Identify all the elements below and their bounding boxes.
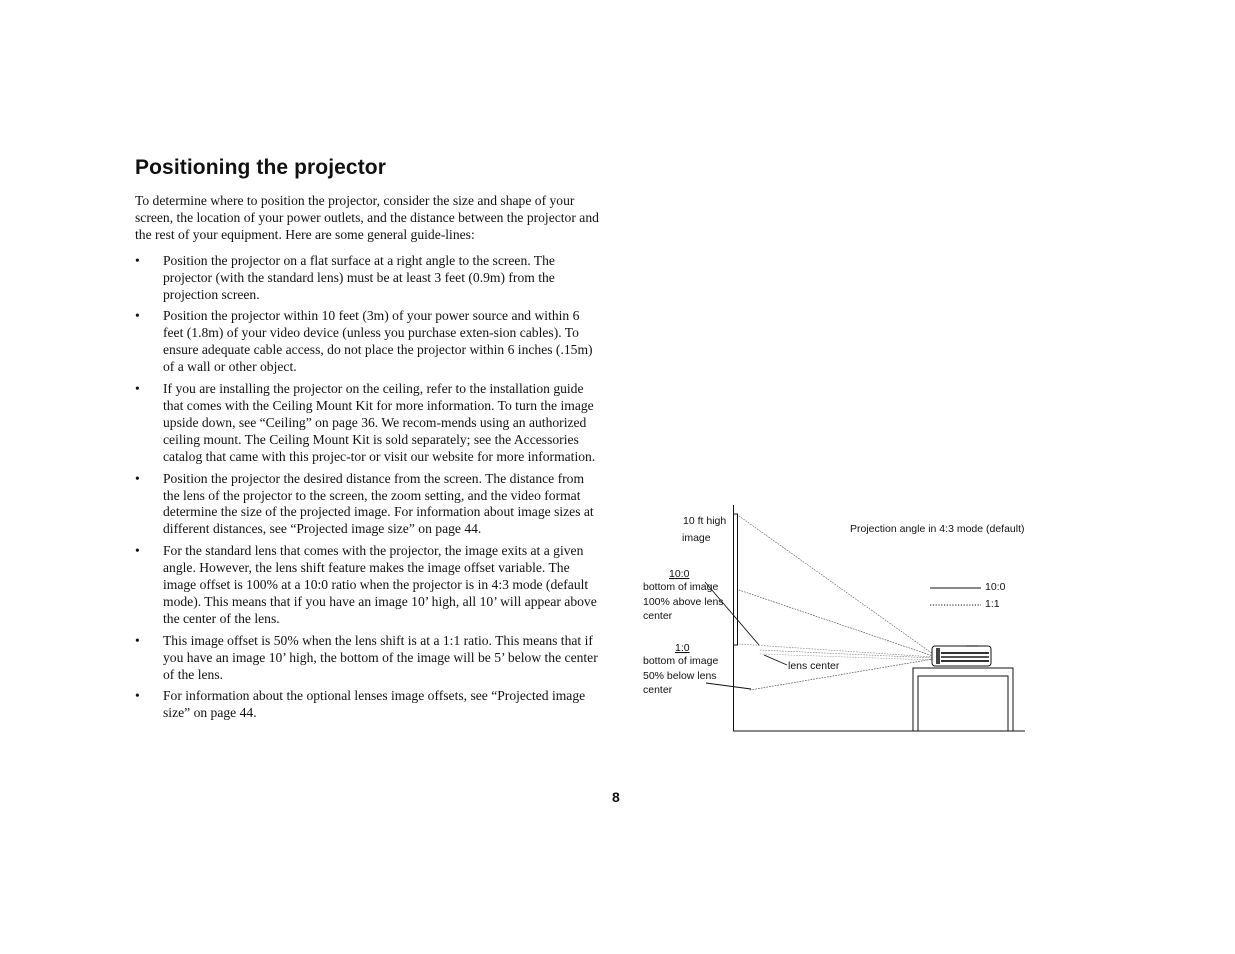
ratio-a-line2: 100% above lens [643,596,724,608]
projection-angle-diagram [630,500,1060,740]
list-item [135,543,603,628]
list-item-text: This image offset is 50% when the lens shift is at a 1:1 ratio. This means that if you have an image 10’ high, the bottom of the image will be 5’ below the center of the lens. [163,632,598,682]
screen-icon [734,514,738,645]
ratio-a-line3: center [643,610,673,622]
ratio-b-line2: 50% below lens [643,670,717,682]
leader-lens-center [764,655,787,665]
bullet-icon: • [135,308,140,324]
page-title: Positioning the projector [135,156,387,179]
image-height-label-line2: image [682,532,711,544]
ratio-b-label: 1:0 [675,642,690,654]
leader-1-0 [706,683,751,689]
list-item [135,308,603,376]
bullet-icon: • [135,381,140,397]
list-item [135,688,603,722]
ray-lens-center-3 [760,654,933,660]
ray-1-1 [750,659,933,690]
table-front [918,676,1008,731]
list-item-text: Position the projector within 10 feet (3m) of your power source and within 6 feet (1.8m) of your video device (unless you purchase exten-sion cables). To ensure adequate cable access, do not place the projector within 6 inches (.15m) of a wall or other object. [163,308,593,375]
list-item-text: For the standard lens that comes with the projector, the image exits at a given angle. However, the lens shift feature makes the image offset variable. The image offset is 100% at a 10:0 ratio when the projector is in 4:3 mode (default mode). This means that if you have an image 10’ high, all 10’ will appear above the center of the lens. [163,543,597,626]
lens-center-label: lens center [788,660,840,672]
ratio-b-line3: center [643,684,673,696]
list-item [135,253,603,304]
body-text [135,193,603,727]
bullet-icon: • [135,543,140,559]
list-item [135,633,603,684]
list-item-text: Position the projector the desired distance from the screen. The distance from the lens of the projector to the screen, the zoom setting, and the video format determine the size of the projected image. For information about image sizes at different distances, see “Projected image size” on page 44. [163,470,594,537]
intro-paragraph: To determine where to position the projector, consider the size and shape of your screen, the location of your power outlets, and the distance between the projector and the rest of your equipment. Here are some general guide-lines: [135,193,599,242]
ratio-b-line1: bottom of image [643,655,719,667]
bullet-icon: • [135,470,140,486]
bullet-icon: • [135,252,140,268]
legend-solid-label: 10:0 [985,581,1006,593]
list-item-text: If you are installing the projector on the ceiling, refer to the installation guide that comes with the Ceiling Mount Kit for more information. To turn the image upside down, see “Ceiling” on page 36. We recom-mends using an authorized ceiling mount. The Ceiling Mount Kit is sold separately; see the Accessories catalog that came with this projec-tor or visit our website for more information. [163,381,596,464]
diagram-caption: Projection angle in 4:3 mode (default) [850,523,1025,535]
list-item [135,471,603,539]
image-height-label-line1: 10 ft high [683,515,727,527]
guideline-list [135,253,603,723]
legend-dotted-label: 1:1 [985,598,1000,610]
bullet-icon: • [135,688,140,704]
ratio-a-label: 10:0 [669,568,690,580]
ratio-a-line1: bottom of image [643,581,719,593]
ray-top-10-0 [739,516,933,654]
list-item-text: For information about the optional lenses image offsets, see “Projected image size” on page 44. [163,688,586,721]
page-number: 8 [612,789,620,805]
list-item [135,381,603,466]
projector-icon [932,645,991,666]
list-item-text: Position the projector on a flat surface at a right angle to the screen. The projector (with the standard lens) must be at least 3 feet (0.9m) from the projection screen. [163,252,555,302]
bullet-icon: • [135,632,140,648]
